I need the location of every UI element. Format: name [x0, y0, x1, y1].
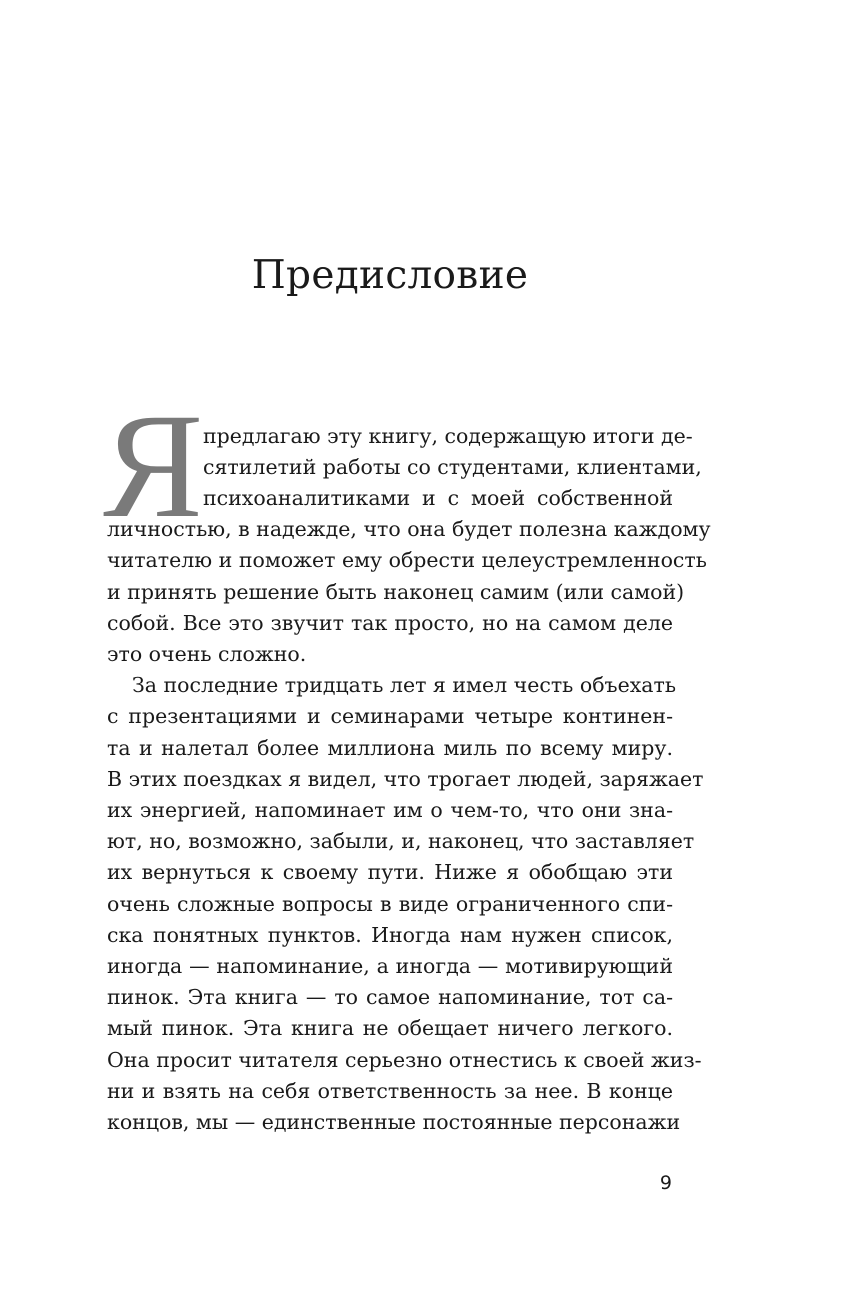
page-number: 9: [659, 1172, 672, 1194]
text-line: иногда — напоминание, а иногда — мотивирующий: [107, 954, 673, 978]
text-line: В этих поездках я видел, что трогает людей, заряжает: [107, 767, 704, 791]
text-line: ни и взять на себя ответственность за нее. В конце: [107, 1079, 673, 1103]
text-line: их вернуться к своему пути. Ниже я обобщаю эти: [107, 860, 673, 884]
text-line: мый пинок. Эта книга не обещает ничего легкого.: [107, 1016, 673, 1040]
chapter-title: Предисловие: [251, 253, 529, 298]
text-line: очень сложные вопросы в виде ограниченного спи-: [107, 892, 673, 916]
text-line: с презентациями и семинарами четыре континен-: [107, 704, 673, 728]
text-line: их энергией, напоминает им о чем-то, что они зна-: [107, 798, 673, 822]
drop-cap-letter: Я: [103, 383, 204, 549]
text-line: личностью, в надежде, что она будет полезна каждому: [107, 517, 711, 541]
text-line: За последние тридцать лет я имел честь объехать: [132, 673, 676, 697]
text-line: читателю и поможет ему обрести целеустремленность: [107, 548, 707, 572]
text-line: сятилетий работы со студентами, клиентами,: [203, 455, 702, 479]
text-line: и принять решение быть наконец самим (или самой): [107, 580, 685, 604]
text-line: это очень сложно.: [107, 642, 307, 666]
text-line: концов, мы — единственные постоянные персонажи: [107, 1110, 681, 1134]
text-line: Она просит читателя серьезно отнестись к своей жиз-: [107, 1048, 702, 1072]
text-line: пинок. Эта книга — то самое напоминание, тот са-: [107, 985, 673, 1009]
text-line: ска понятных пунктов. Иногда нам нужен список,: [107, 923, 673, 947]
text-line: предлагаю эту книгу, содержащую итоги де-: [203, 424, 693, 448]
text-line: психоаналитиками и с моей собственной: [203, 486, 673, 510]
text-line: та и налетал более миллиона миль по всему миру.: [107, 736, 673, 760]
text-line: ют, но, возможно, забыли, и, наконец, что заставляет: [107, 829, 695, 853]
text-line: собой. Все это звучит так просто, но на самом деле: [107, 611, 673, 635]
